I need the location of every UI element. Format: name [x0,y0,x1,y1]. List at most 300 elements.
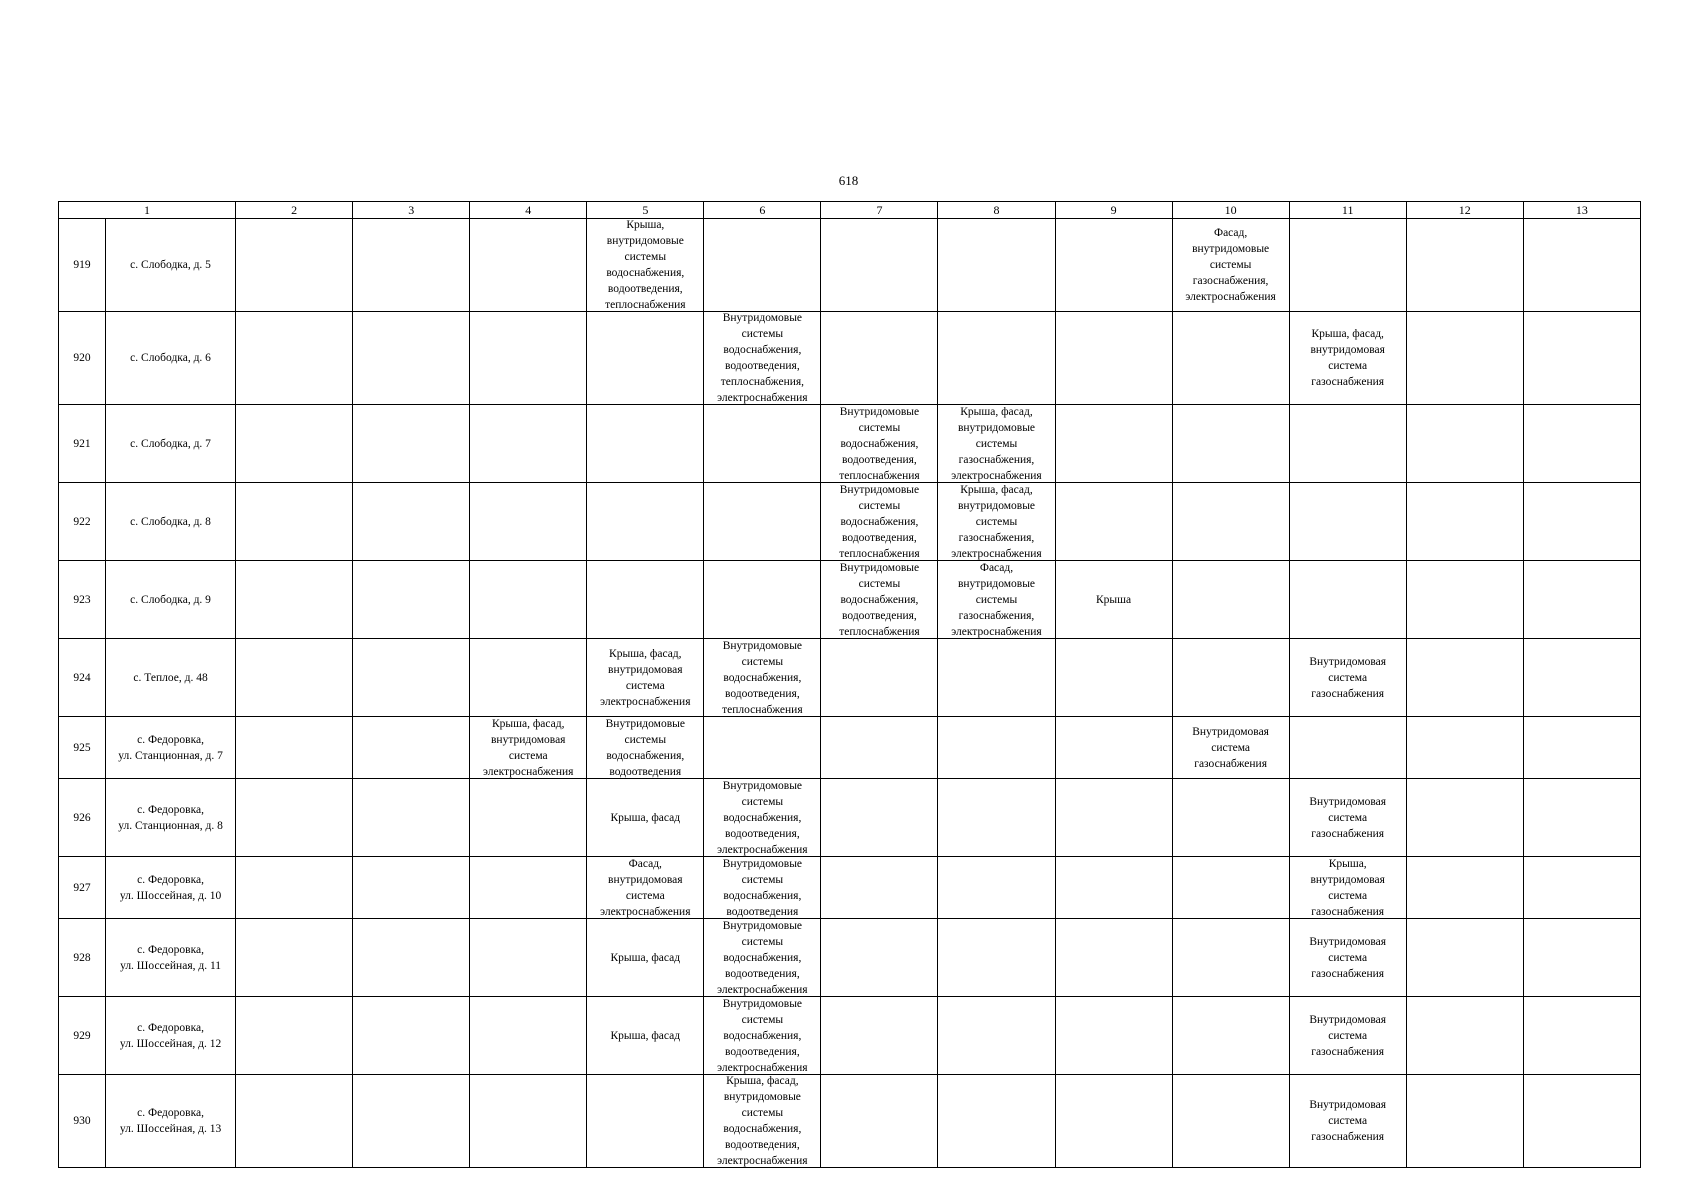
cell-content [1056,779,1172,856]
column-header: 3 [353,202,470,219]
cell-content [353,1075,469,1167]
row-number-cell [59,857,106,919]
table-cell [1172,219,1289,312]
table-cell [1406,717,1523,779]
cell-text: Внутридомовая система газоснабжения [1309,655,1387,700]
address-cell [106,219,236,312]
table-cell [938,779,1055,857]
cell-content [1290,219,1406,311]
cell-content [821,483,937,560]
cell-content [821,857,937,918]
cell-content [704,561,820,638]
table-cell [1289,997,1406,1075]
cell-content [1407,405,1523,482]
cell-content [106,405,235,482]
table-row [59,483,1641,561]
address-cell [106,483,236,561]
table-cell [938,312,1055,405]
cell-content [1524,639,1640,716]
cell-text: Внутридомовая система газоснабжения [1192,725,1269,770]
column-header: 10 [1172,202,1289,219]
cell-content [1290,857,1406,918]
cell-content [106,483,235,560]
cell-text: Крыша, фасад, внутридомовая система газоснабжения [1310,328,1385,388]
cell-text: Крыша, фасад, внутридомовые системы газоснабжения, электроснабжения [951,483,1042,560]
cell-content [1524,857,1640,918]
table-cell [938,857,1055,919]
cell-content [353,919,469,996]
cell-content [587,561,703,638]
table-cell [1172,857,1289,919]
row-number-cell [59,483,106,561]
cell-text: с. Федоровка, ул. Станционная, д. 8 [118,803,223,832]
row-number-cell [59,919,106,997]
cell-content [821,997,937,1074]
cell-text: Внутридомовые системы водоснабжения, водоотведения, теплоснабжения [722,639,803,716]
table-cell [236,1075,353,1168]
table-cell [353,997,470,1075]
column-header: 12 [1406,202,1523,219]
table-cell [1055,219,1172,312]
cell-content [1056,483,1172,560]
table-cell [587,857,704,919]
cell-content [938,1075,1054,1167]
table-row [59,1075,1641,1168]
cell-content [704,717,820,778]
cell-content [1407,779,1523,856]
row-number-cell [59,779,106,857]
cell-text: Внутридомовые системы водоснабжения, водоотведения, теплоснабжения [839,483,920,560]
cell-content [1290,639,1406,716]
column-header: 6 [704,202,821,219]
cell-content [587,483,703,560]
cell-content [704,997,820,1074]
cell-text: Крыша, внутридомовая система газоснабжения [1310,857,1385,918]
cell-content [1524,561,1640,638]
cell-content [106,779,235,856]
cell-text: Внутридомовые системы водоснабжения, водоотведения, теплоснабжения, электроснабжения [717,312,808,404]
cell-content [1407,997,1523,1074]
cell-content [704,919,820,996]
table-cell [587,717,704,779]
cell-content [353,997,469,1074]
cell-content [59,717,105,778]
column-header: 9 [1055,202,1172,219]
cell-content [59,639,105,716]
table-row [59,919,1641,997]
cell-text: 919 [73,259,91,271]
table-cell [236,561,353,639]
cell-content [470,405,586,482]
cell-content [106,919,235,996]
table-cell [587,219,704,312]
cell-text: 927 [73,881,91,894]
cell-content [1173,779,1289,856]
cell-content [1173,717,1289,778]
cell-text: Фасад, внутридомовая система электроснабжения [600,857,691,918]
table-cell [1172,405,1289,483]
cell-content [1407,483,1523,560]
table-cell [1523,219,1640,312]
cell-content [1290,1075,1406,1167]
table-cell [236,405,353,483]
table-cell [353,639,470,717]
table-cell [1172,312,1289,405]
cell-content [1524,405,1640,482]
cell-content [353,312,469,404]
cell-text: Внутридомовая система газоснабжения [1309,1013,1387,1058]
table-cell [1289,639,1406,717]
cell-content [938,561,1054,638]
table-cell [1055,779,1172,857]
cell-content [938,312,1054,404]
cell-content [470,779,586,856]
table-cell [1289,779,1406,857]
cell-content [353,779,469,856]
cell-content [587,1075,703,1167]
table-cell [1055,405,1172,483]
cell-content [470,312,586,404]
table-cell [353,561,470,639]
table-cell [236,779,353,857]
table-cell [236,483,353,561]
cell-content [1056,919,1172,996]
cell-content [938,997,1054,1074]
table-cell [1406,639,1523,717]
column-header: 5 [587,202,704,219]
column-header: 8 [938,202,1055,219]
column-header: 11 [1289,202,1406,219]
table-cell [704,312,821,405]
table-cell [821,639,938,717]
table-cell [1055,561,1172,639]
cell-content [106,857,235,918]
cell-content [704,219,820,311]
table-cell [587,639,704,717]
table-cell [470,919,587,997]
cell-text: Крыша, фасад, внутридомовые системы газоснабжения, электроснабжения [951,405,1042,482]
table-cell [1289,561,1406,639]
cell-content [470,483,586,560]
cell-content [1407,561,1523,638]
cell-content [938,483,1054,560]
table-cell [470,483,587,561]
cell-content [1056,639,1172,716]
cell-content [470,857,586,918]
cell-content [821,405,937,482]
cell-content [353,857,469,918]
table-cell [704,639,821,717]
cell-text: Внутридомовая система газоснабжения [1309,795,1387,840]
table-cell [938,561,1055,639]
address-cell [106,717,236,779]
cell-content [938,919,1054,996]
cell-text: Внутридомовые системы водоснабжения, водоотведения, электроснабжения [717,997,808,1074]
cell-text: Внутридомовые системы водоснабжения, водоотведения, электроснабжения [717,919,808,996]
row-number-cell [59,717,106,779]
cell-text: 924 [73,671,91,684]
cell-text: 922 [73,515,91,528]
cell-content [587,405,703,482]
cell-text: Внутридомовая система газоснабжения [1309,935,1387,980]
table-cell [587,312,704,405]
table-cell [1289,312,1406,405]
table-cell [470,561,587,639]
cell-content [106,639,235,716]
cell-text: Крыша [1096,593,1132,606]
cell-content [1173,219,1289,311]
cell-content [821,919,937,996]
cell-content [59,857,105,918]
cell-content [1173,483,1289,560]
table-cell [821,779,938,857]
table-cell [1172,717,1289,779]
cell-content [1524,1075,1640,1167]
address-cell [106,779,236,857]
table-cell [1523,405,1640,483]
column-header: 1 [59,202,236,219]
table-cell [821,997,938,1075]
table-cell [704,919,821,997]
cell-content [470,919,586,996]
cell-content [236,639,352,716]
row-number-cell [59,219,106,312]
row-number-cell [59,561,106,639]
table-cell [470,639,587,717]
cell-text: с. Федоровка, ул. Шоссейная, д. 13 [119,1107,222,1135]
cell-content [1290,717,1406,778]
table-cell [1289,405,1406,483]
cell-content [236,857,352,918]
cell-content [353,717,469,778]
cell-text: с. Слободка, д. 5 [130,259,211,271]
row-number-cell [59,639,106,717]
table-cell [470,1075,587,1168]
cell-content [1524,779,1640,856]
table-row [59,312,1641,405]
cell-text: Внутридомовые системы водоснабжения, водоотведения, теплоснабжения [839,561,920,638]
table-cell [704,717,821,779]
cell-text: 925 [73,741,91,754]
cell-content [236,919,352,996]
address-cell [106,857,236,919]
cell-content [353,561,469,638]
table-row [59,639,1641,717]
cell-content [938,639,1054,716]
cell-content [470,561,586,638]
table-cell [1406,483,1523,561]
cell-content [1056,561,1172,638]
table-cell [821,919,938,997]
cell-content [59,1075,105,1167]
table-cell [470,779,587,857]
table-cell [353,219,470,312]
cell-content [821,717,937,778]
table-cell [587,779,704,857]
cell-content [1524,483,1640,560]
table-cell [353,717,470,779]
cell-content [704,312,820,404]
table-cell [1055,639,1172,717]
cell-text: Крыша, фасад [610,951,681,964]
table-cell [236,639,353,717]
cell-text: с. Федоровка, ул. Станционная, д. 7 [118,733,223,762]
cell-text: Фасад, внутридомовые системы газоснабжения, электроснабжения [1185,227,1276,303]
table-cell [1289,483,1406,561]
table-cell [1289,1075,1406,1168]
cell-content [236,997,352,1074]
table-cell [353,779,470,857]
cell-content [704,483,820,560]
table-cell [1055,483,1172,561]
cell-content [1056,857,1172,918]
cell-content [1056,219,1172,311]
table-cell [587,997,704,1075]
table-cell [821,717,938,779]
cell-content [59,312,105,404]
cell-content [1290,779,1406,856]
cell-content [106,312,235,404]
cell-content [1407,919,1523,996]
table-cell [1172,919,1289,997]
table-row [59,717,1641,779]
cell-content [1173,919,1289,996]
cell-content [1290,561,1406,638]
table-cell [821,857,938,919]
cell-content [1407,219,1523,311]
cell-text: с. Слободка, д. 6 [130,352,211,364]
table-cell [1055,919,1172,997]
cell-content [59,919,105,996]
cell-content [1056,997,1172,1074]
table-cell [1523,997,1640,1075]
cell-content [704,405,820,482]
table-cell [704,561,821,639]
cell-text: Крыша, фасад, внутридомовая система электроснабжения [483,717,574,778]
cell-content [1173,639,1289,716]
table-cell [821,483,938,561]
cell-content [938,219,1054,311]
cell-content [59,483,105,560]
table-cell [704,219,821,312]
table-cell [1406,561,1523,639]
cell-content [938,779,1054,856]
cell-content [59,405,105,482]
cell-text: с. Теплое, д. 48 [133,671,208,684]
table-cell [1055,312,1172,405]
table-cell [353,857,470,919]
cell-text: с. Федоровка, ул. Шоссейная, д. 11 [120,943,222,972]
cell-content [236,1075,352,1167]
table-row [59,561,1641,639]
column-header: 4 [470,202,587,219]
table-cell [1289,857,1406,919]
cell-content [1290,405,1406,482]
table-cell [353,919,470,997]
cell-content [236,717,352,778]
table-cell [1172,561,1289,639]
cell-text: 923 [73,593,91,606]
cell-content [106,997,235,1074]
row-number-cell [59,1075,106,1168]
column-header: 2 [236,202,353,219]
table-cell [1523,717,1640,779]
cell-content [1173,997,1289,1074]
table-cell [236,717,353,779]
cell-content [704,639,820,716]
cell-content [106,717,235,778]
cell-content [587,717,703,778]
cell-content [1056,717,1172,778]
table-cell [1172,779,1289,857]
cell-content [1290,483,1406,560]
cell-content [1524,717,1640,778]
cell-text: Крыша, фасад, внутридомовая система электроснабжения [600,647,691,708]
cell-content [1173,405,1289,482]
cell-content [587,857,703,918]
cell-content [353,219,469,311]
cell-content [1407,1075,1523,1167]
cell-content [821,1075,937,1167]
address-cell [106,312,236,405]
table-cell [587,919,704,997]
table-cell [704,405,821,483]
cell-content [587,219,703,311]
cell-text: Внутридомовая система газоснабжения [1309,1099,1387,1143]
cell-content [587,639,703,716]
table-cell [1523,1075,1640,1168]
cell-content [1407,857,1523,918]
table-row [59,997,1641,1075]
cell-content [938,857,1054,918]
table-cell [1523,312,1640,405]
cell-content [821,561,937,638]
cell-content [821,312,937,404]
cell-text: 921 [73,437,91,450]
table-cell [1289,717,1406,779]
table-cell [821,1075,938,1168]
table-cell [236,219,353,312]
table-cell [938,919,1055,997]
table-cell [1406,219,1523,312]
cell-content [938,405,1054,482]
table-cell [470,312,587,405]
table-cell [821,312,938,405]
cell-text: 920 [73,352,91,364]
page-number: 618 [838,173,859,188]
cell-content [1056,1075,1172,1167]
table-cell [938,1075,1055,1168]
cell-content [1290,997,1406,1074]
cell-content [587,312,703,404]
table-cell [1172,997,1289,1075]
table-cell [1523,919,1640,997]
cell-content [1407,312,1523,404]
table-cell [1055,857,1172,919]
table-cell [236,997,353,1075]
cell-content [59,997,105,1074]
table-cell [470,997,587,1075]
table-cell [1406,997,1523,1075]
table-cell [236,312,353,405]
cell-text: 929 [73,1029,91,1042]
table-cell [1406,1075,1523,1168]
table-cell [821,405,938,483]
table-cell [1523,779,1640,857]
cell-content [353,405,469,482]
cell-content [236,779,352,856]
cell-content [106,219,235,311]
